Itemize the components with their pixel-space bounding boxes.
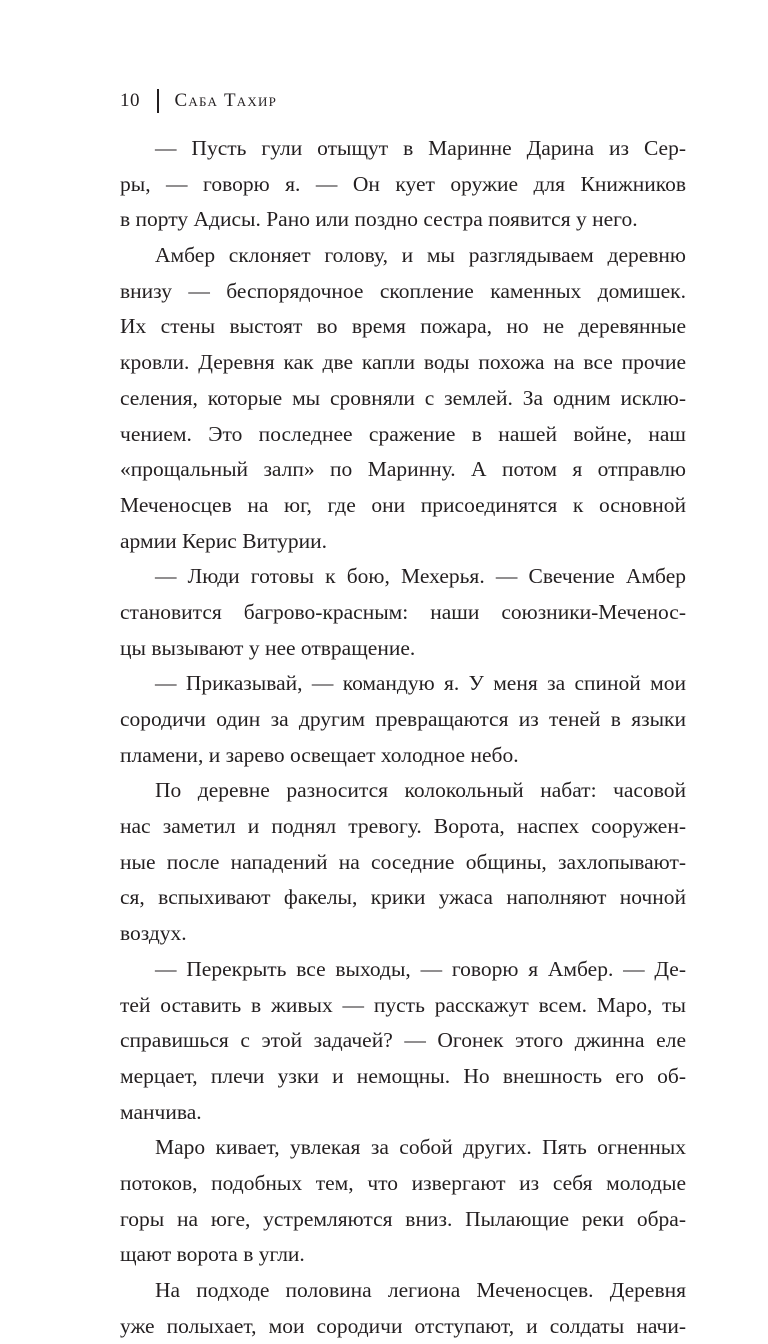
text-line: ные после нападений на соседние общины, захлопывают- [120,849,686,874]
text-line: цы вызывают у нее отвращение. [120,635,416,660]
text-line: потоков, подобных тем, что извергают из себя молодые [120,1170,686,1195]
text-line: воздух. [120,921,187,946]
text-line: уже полыхает, мои сородичи отступают, и солдаты начи- [120,1313,686,1338]
body-text [120,131,686,1344]
text-line: справишься с этой задачей? — Огонек этого джинна еле [120,1028,686,1053]
text-line: Амбер склоняет голову, и мы разглядываем деревню [155,243,686,268]
text-line: манчива. [120,1099,202,1124]
text-line: — Люди готовы к бою, Мехерья. — Свечение Амбер [155,564,686,589]
text-line: щают ворота в угли. [120,1242,305,1267]
text-line: Маро кивает, увлекая за собой других. Пять огненных [155,1135,686,1160]
text-line: становится багрово-красным: наши союзники-Меченос- [120,599,686,624]
text-line: — Приказывай, — командую я. У меня за спиной мои [155,671,686,696]
text-line: ры, — говорю я. — Он кует оружие для Книжников [120,171,686,196]
text-line: пламени, и зарево освещает холодное небо. [120,742,519,767]
text-line: — Перекрыть все выходы, — говорю я Амбер. — Де- [155,956,686,981]
text-line: в порту Адисы. Рано или поздно сестра появится у него. [120,207,638,232]
text-line: чением. Это последнее сражение в нашей войне, наш [120,421,686,446]
header-divider [157,89,159,113]
text-line: внизу — беспорядочное скопление каменных домишек. [120,278,686,303]
text-line: армии Керис Витурии. [120,528,328,553]
text-line: Меченосцев на юг, где они присоединятся к основной [120,492,686,517]
text-line: сородичи один за другим превращаются из теней в языки [120,707,686,731]
text-line: селения, которые мы сровняли с землей. За одним исклю- [120,385,686,410]
text-line: кровли. Деревня как две капли воды похожа на все прочие [120,350,686,375]
text-line: мерцает, плечи узки и немощны. Но внешность его об- [120,1063,686,1088]
text-line: ся, вспыхивают факелы, крики ужаса наполняют ночной [120,885,686,910]
running-head [120,88,277,114]
text-line: тей оставить в живых — пусть расскажут всем. Маро, ты [120,992,686,1017]
running-title: Саба Тахир [174,90,277,111]
text-line: По деревне разносится колокольный набат: часовой [155,778,686,803]
text-line: «прощальный залп» по Маринну. А потом я отправлю [120,457,686,482]
text-line: — Пусть гули отыщут в Маринне Дарина из Сер- [155,136,686,160]
text-line: горы на юге, устремляются вниз. Пылающие реки обра- [120,1206,686,1231]
text-line: нас заметил и поднял тревогу. Ворота, наспех сооружен- [120,814,686,839]
text-line: На подходе половина легиона Меченосцев. Деревня [155,1278,686,1302]
page-number: 10 [120,90,140,111]
text-line: Их стены выстоят во время пожара, но не деревянные [120,314,686,339]
